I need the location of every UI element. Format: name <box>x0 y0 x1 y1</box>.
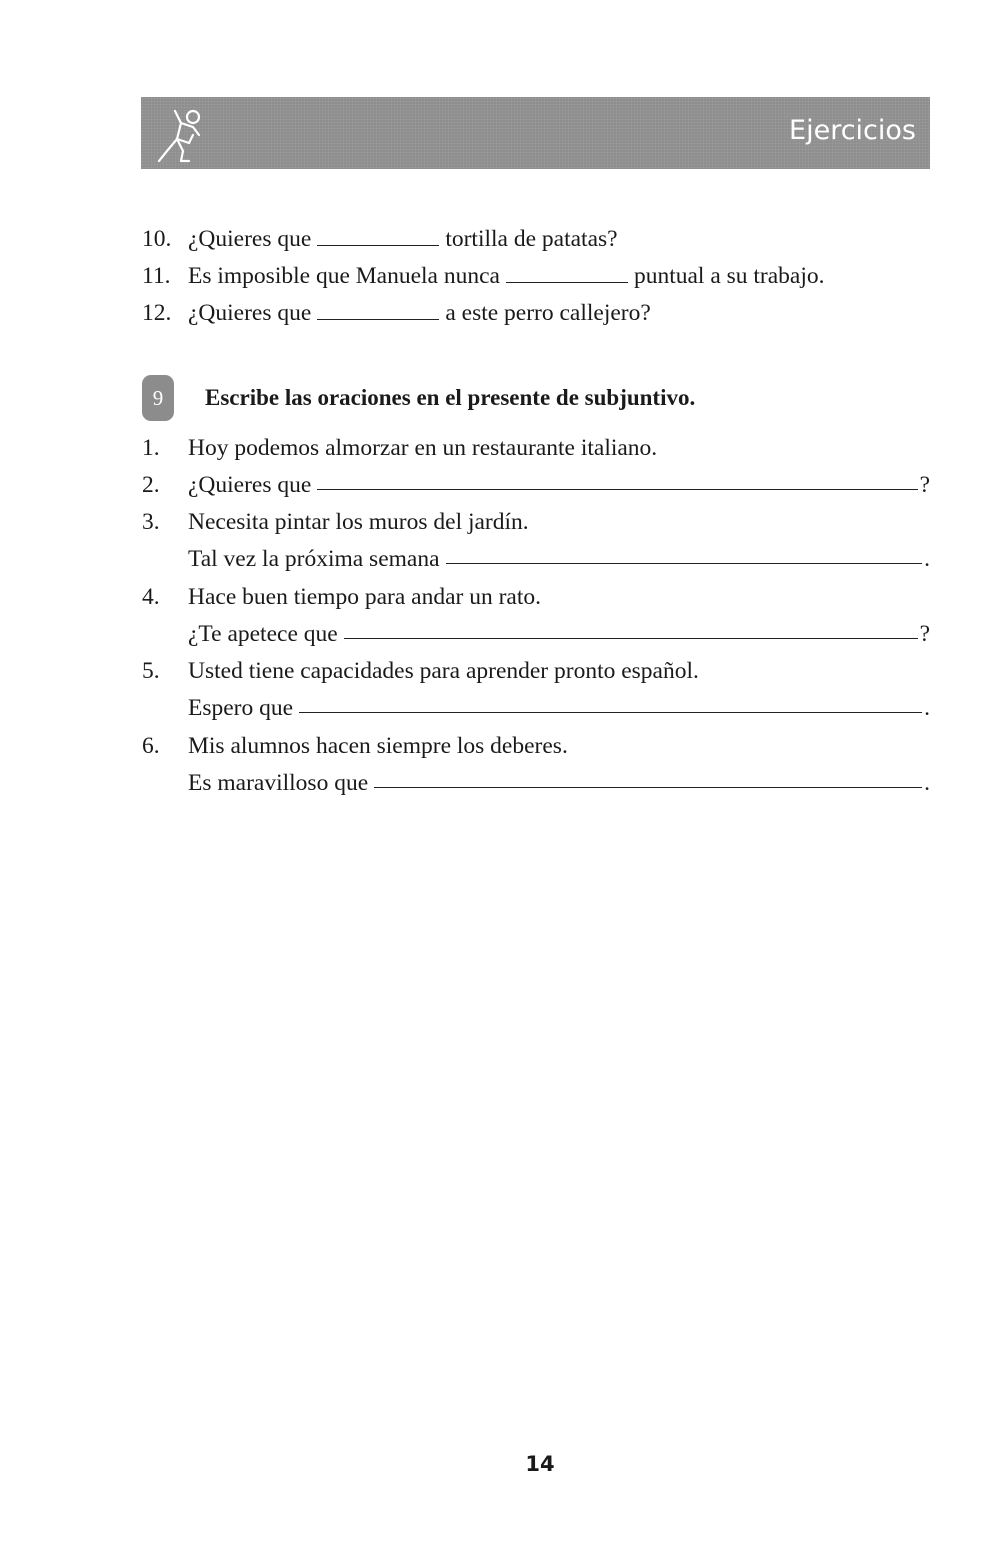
item-text-after: tortilla de patatas? <box>445 226 618 252</box>
item-number: 5. <box>142 658 160 684</box>
list-item <box>0 654 1000 688</box>
item-number: 10. <box>142 226 172 252</box>
list-item <box>0 505 1000 539</box>
item-prompt: Tal vez la próxima semana <box>188 546 440 572</box>
item-number: 12. <box>142 300 172 326</box>
item-end-punct: . <box>924 546 930 572</box>
item-sentence: Usted tiene capacidades para aprender pronto español. <box>188 658 699 684</box>
answer-line[interactable] <box>299 711 922 713</box>
list-item-continuation <box>0 617 1000 651</box>
item-sentence: Mis alumnos hacen siempre los deberes. <box>188 733 568 759</box>
list-item <box>0 222 1000 256</box>
section-banner <box>141 97 930 169</box>
item-text-before: Es imposible que Manuela nunca <box>188 263 500 289</box>
banner-title: Ejercicios <box>789 115 916 146</box>
item-end-punct: ? <box>919 621 930 647</box>
list-item <box>0 259 1000 293</box>
list-item-continuation <box>0 691 1000 725</box>
exercise-number-badge: 9 <box>142 375 174 421</box>
list-item-continuation <box>0 542 1000 576</box>
item-prompt: Espero que <box>188 695 294 721</box>
item-text-after: puntual a su trabajo. <box>633 263 825 289</box>
item-prompt: ¿Quieres que <box>188 472 312 498</box>
list-item <box>0 729 1000 763</box>
item-text-before: ¿Quieres que <box>188 226 312 252</box>
item-text-before: ¿Quieres que <box>188 300 312 326</box>
item-end-punct: . <box>924 695 930 721</box>
item-sentence: Hace buen tiempo para andar un rato. <box>188 584 541 610</box>
answer-line[interactable] <box>446 562 923 564</box>
item-number: 6. <box>142 733 160 759</box>
exercise-instruction: Escribe las oraciones en el presente de subjuntivo. <box>205 385 696 410</box>
page-number: 14 <box>525 1452 555 1476</box>
item-number: 11. <box>142 263 171 289</box>
item-prompt: ¿Te apetece que <box>188 621 338 647</box>
item-sentence: Necesita pintar los muros del jardín. <box>188 509 529 535</box>
list-item <box>0 468 1000 502</box>
list-item-continuation <box>0 766 1000 800</box>
item-number: 1. <box>142 435 160 461</box>
item-end-punct: ? <box>919 472 930 498</box>
list-item <box>0 296 1000 330</box>
list-item <box>0 580 1000 614</box>
answer-line[interactable] <box>344 637 918 639</box>
item-number: 3. <box>142 509 160 535</box>
item-end-punct: . <box>924 770 930 796</box>
item-number: 4. <box>142 584 160 610</box>
answer-line[interactable] <box>317 488 917 490</box>
item-prompt: Es maravilloso que <box>188 770 369 796</box>
item-number: 2. <box>142 472 160 498</box>
answer-blank[interactable] <box>317 318 439 320</box>
answer-blank[interactable] <box>317 244 439 246</box>
item-sentence: Hoy podemos almorzar en un restaurante italiano. <box>188 435 658 461</box>
list-item <box>0 431 1000 465</box>
stretching-person-icon <box>153 105 211 163</box>
answer-blank[interactable] <box>506 281 628 283</box>
answer-line[interactable] <box>374 786 922 788</box>
item-text-after: a este perro callejero? <box>445 300 651 326</box>
